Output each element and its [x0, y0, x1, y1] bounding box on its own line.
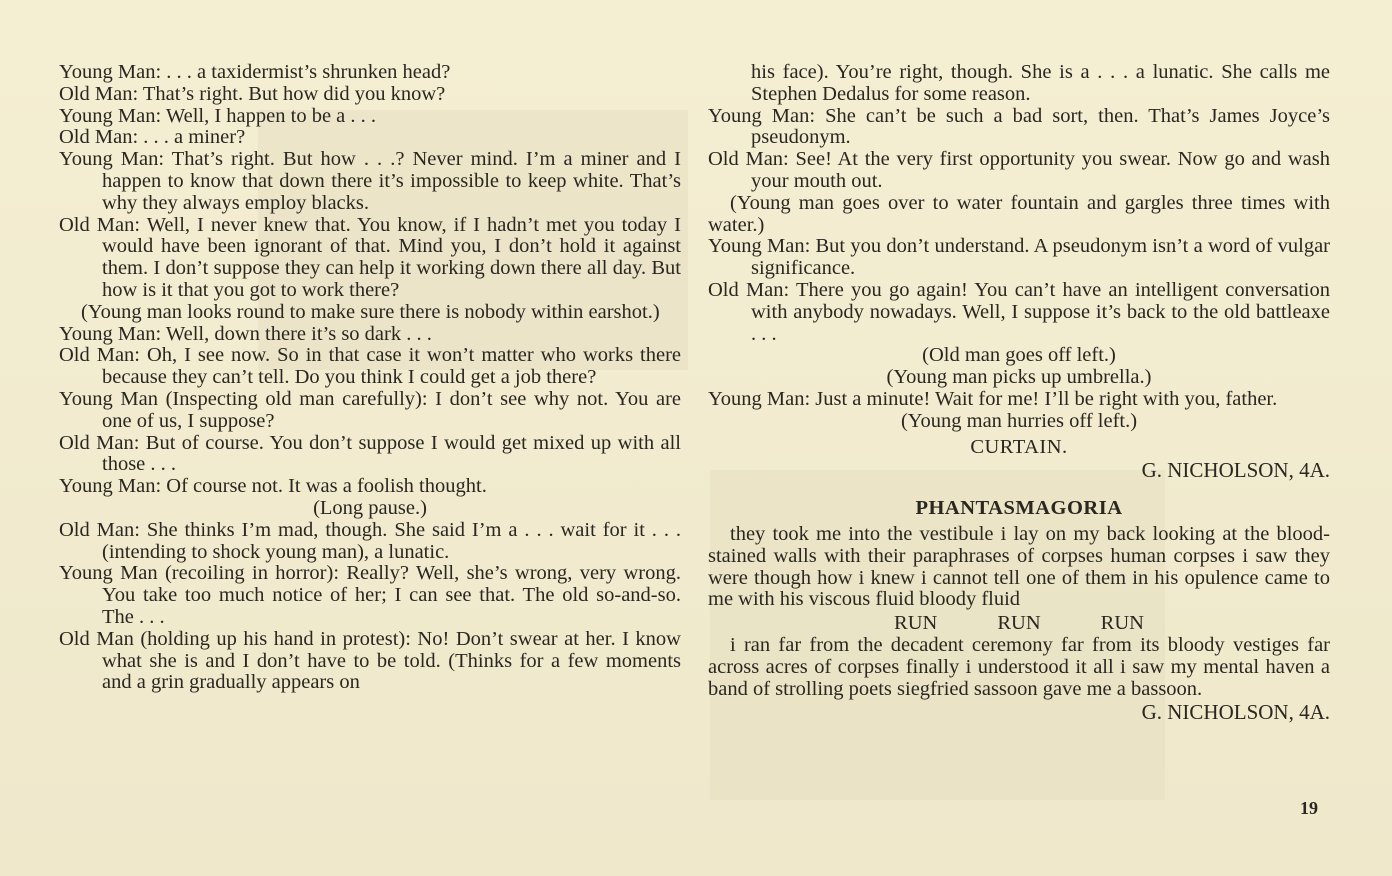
curtain: CURTAIN. — [970, 435, 1068, 458]
run-word: RUN — [1100, 612, 1144, 635]
stage-direction: (Long pause.) — [313, 496, 427, 519]
dialogue-line: Old Man: Oh, I see now. So in that case it won’t matter who works there because they can’t tell. Do you think I could get a job there? — [59, 344, 681, 389]
dialogue-line: Young Man: She can’t be such a bad sort, then. That’s James Joyce’s pseudonym. — [708, 104, 1330, 149]
poem-stanza: they took me into the vestibule i lay on my back looking at the blood-stained walls with their paraphrases of corpses human corpses i saw they were though how i knew i cannot tell one of them in his opulence came to me with his viscous fluid bloody fluid — [708, 522, 1330, 611]
dialogue-line: Young Man: That’s right. But how . . .? Never mind. I’m a miner and I happen to know that down there it’s impossible to keep white. That’s why they always employ blacks. — [59, 148, 681, 214]
dialogue-continuation: his face). You’re right, though. She is a . . . a lunatic. She calls me Stephen Dedalus for some reason. — [751, 61, 1330, 105]
stage-direction: (Young man goes over to water fountain and gargles three times with water.) — [708, 191, 1330, 236]
signature: G. NICHOLSON, 4A. — [1141, 458, 1330, 483]
dialogue-line: Old Man: But of course. You don’t suppose I would get mixed up with all those . . . — [59, 431, 681, 476]
dialogue-line: Old Man: See! At the very first opportunity you swear. Now go and wash your mouth out. — [708, 148, 1330, 192]
dialogue-line: Young Man (Inspecting old man carefully): I don’t see why not. You are one of us, I suppose? — [59, 387, 681, 432]
page-number: 19 — [1300, 798, 1318, 818]
run-word: RUN — [997, 612, 1041, 635]
dialogue-line: Young Man: Just a minute! Wait for me! I’ll be right with you, father. — [708, 387, 1278, 410]
poem-title: PHANTASMAGORIA — [915, 497, 1123, 520]
dialogue-line: Young Man: But you don’t understand. A pseudonym isn’t a word of vulgar significance. — [708, 235, 1330, 280]
poem-stanza: i ran far from the decadent ceremony far from its bloody vestiges far across acres of corpses finally i understood it all i saw my mental haven a band of strolling poets siegfried sassoon gave me a bassoon. — [708, 633, 1330, 700]
signature: G. NICHOLSON, 4A. — [1141, 700, 1330, 725]
dialogue-line: Young Man: . . . a taxidermist’s shrunken head? — [59, 61, 451, 83]
dialogue-line: Old Man: Well, I never knew that. You know, if I hadn’t met you today I would have been ignorant of that. Mind you, I don’t hold it against them. I don’t suppose they can help it working down there all day. But how is it that you got to work there? — [59, 213, 681, 301]
poem-runs — [708, 613, 1330, 635]
left-column — [59, 62, 681, 694]
dialogue-line: Young Man: Well, down there it’s so dark . . . — [59, 322, 432, 345]
dialogue-line: Young Man (recoiling in horror): Really? Well, she’s wrong, very wrong. You take too much notice of her; I can see that. The old so-and-so. The . . . — [59, 562, 681, 628]
dialogue-line: Old Man: She thinks I’m mad, though. She said I’m a . . . wait for it . . . (intending to shock young man), a lunatic. — [59, 518, 681, 563]
stage-direction: (Old man goes off left.) — [922, 344, 1116, 367]
right-column-dialogue — [708, 62, 1330, 433]
right-column — [708, 62, 1330, 724]
dialogue-line: Old Man (holding up his hand in protest): No! Don’t swear at her. I know what she is and I don’t have to be told. (Thinks for a few moments and a grin gradually appears on — [59, 627, 681, 694]
stage-direction: (Young man hurries off left.) — [900, 409, 1138, 432]
run-word: RUN — [894, 612, 938, 635]
dialogue-line: Old Man: . . . a miner? — [59, 126, 246, 149]
stage-direction: (Young man picks up umbrella.) — [886, 366, 1152, 389]
dialogue-line: Old Man: There you go again! You can’t have an intelligent conversation with anybody nowadays. Well, I suppose it’s back to the old battleaxe . . . — [708, 278, 1330, 345]
dialogue-line: Young Man: Well, I happen to be a . . . — [59, 104, 377, 127]
dialogue-line: Old Man: That’s right. But how did you know? — [59, 82, 446, 105]
stage-direction: (Young man looks round to make sure there is nobody within earshot.) — [81, 300, 660, 323]
dialogue-line: Young Man: Of course not. It was a foolish thought. — [59, 475, 487, 498]
